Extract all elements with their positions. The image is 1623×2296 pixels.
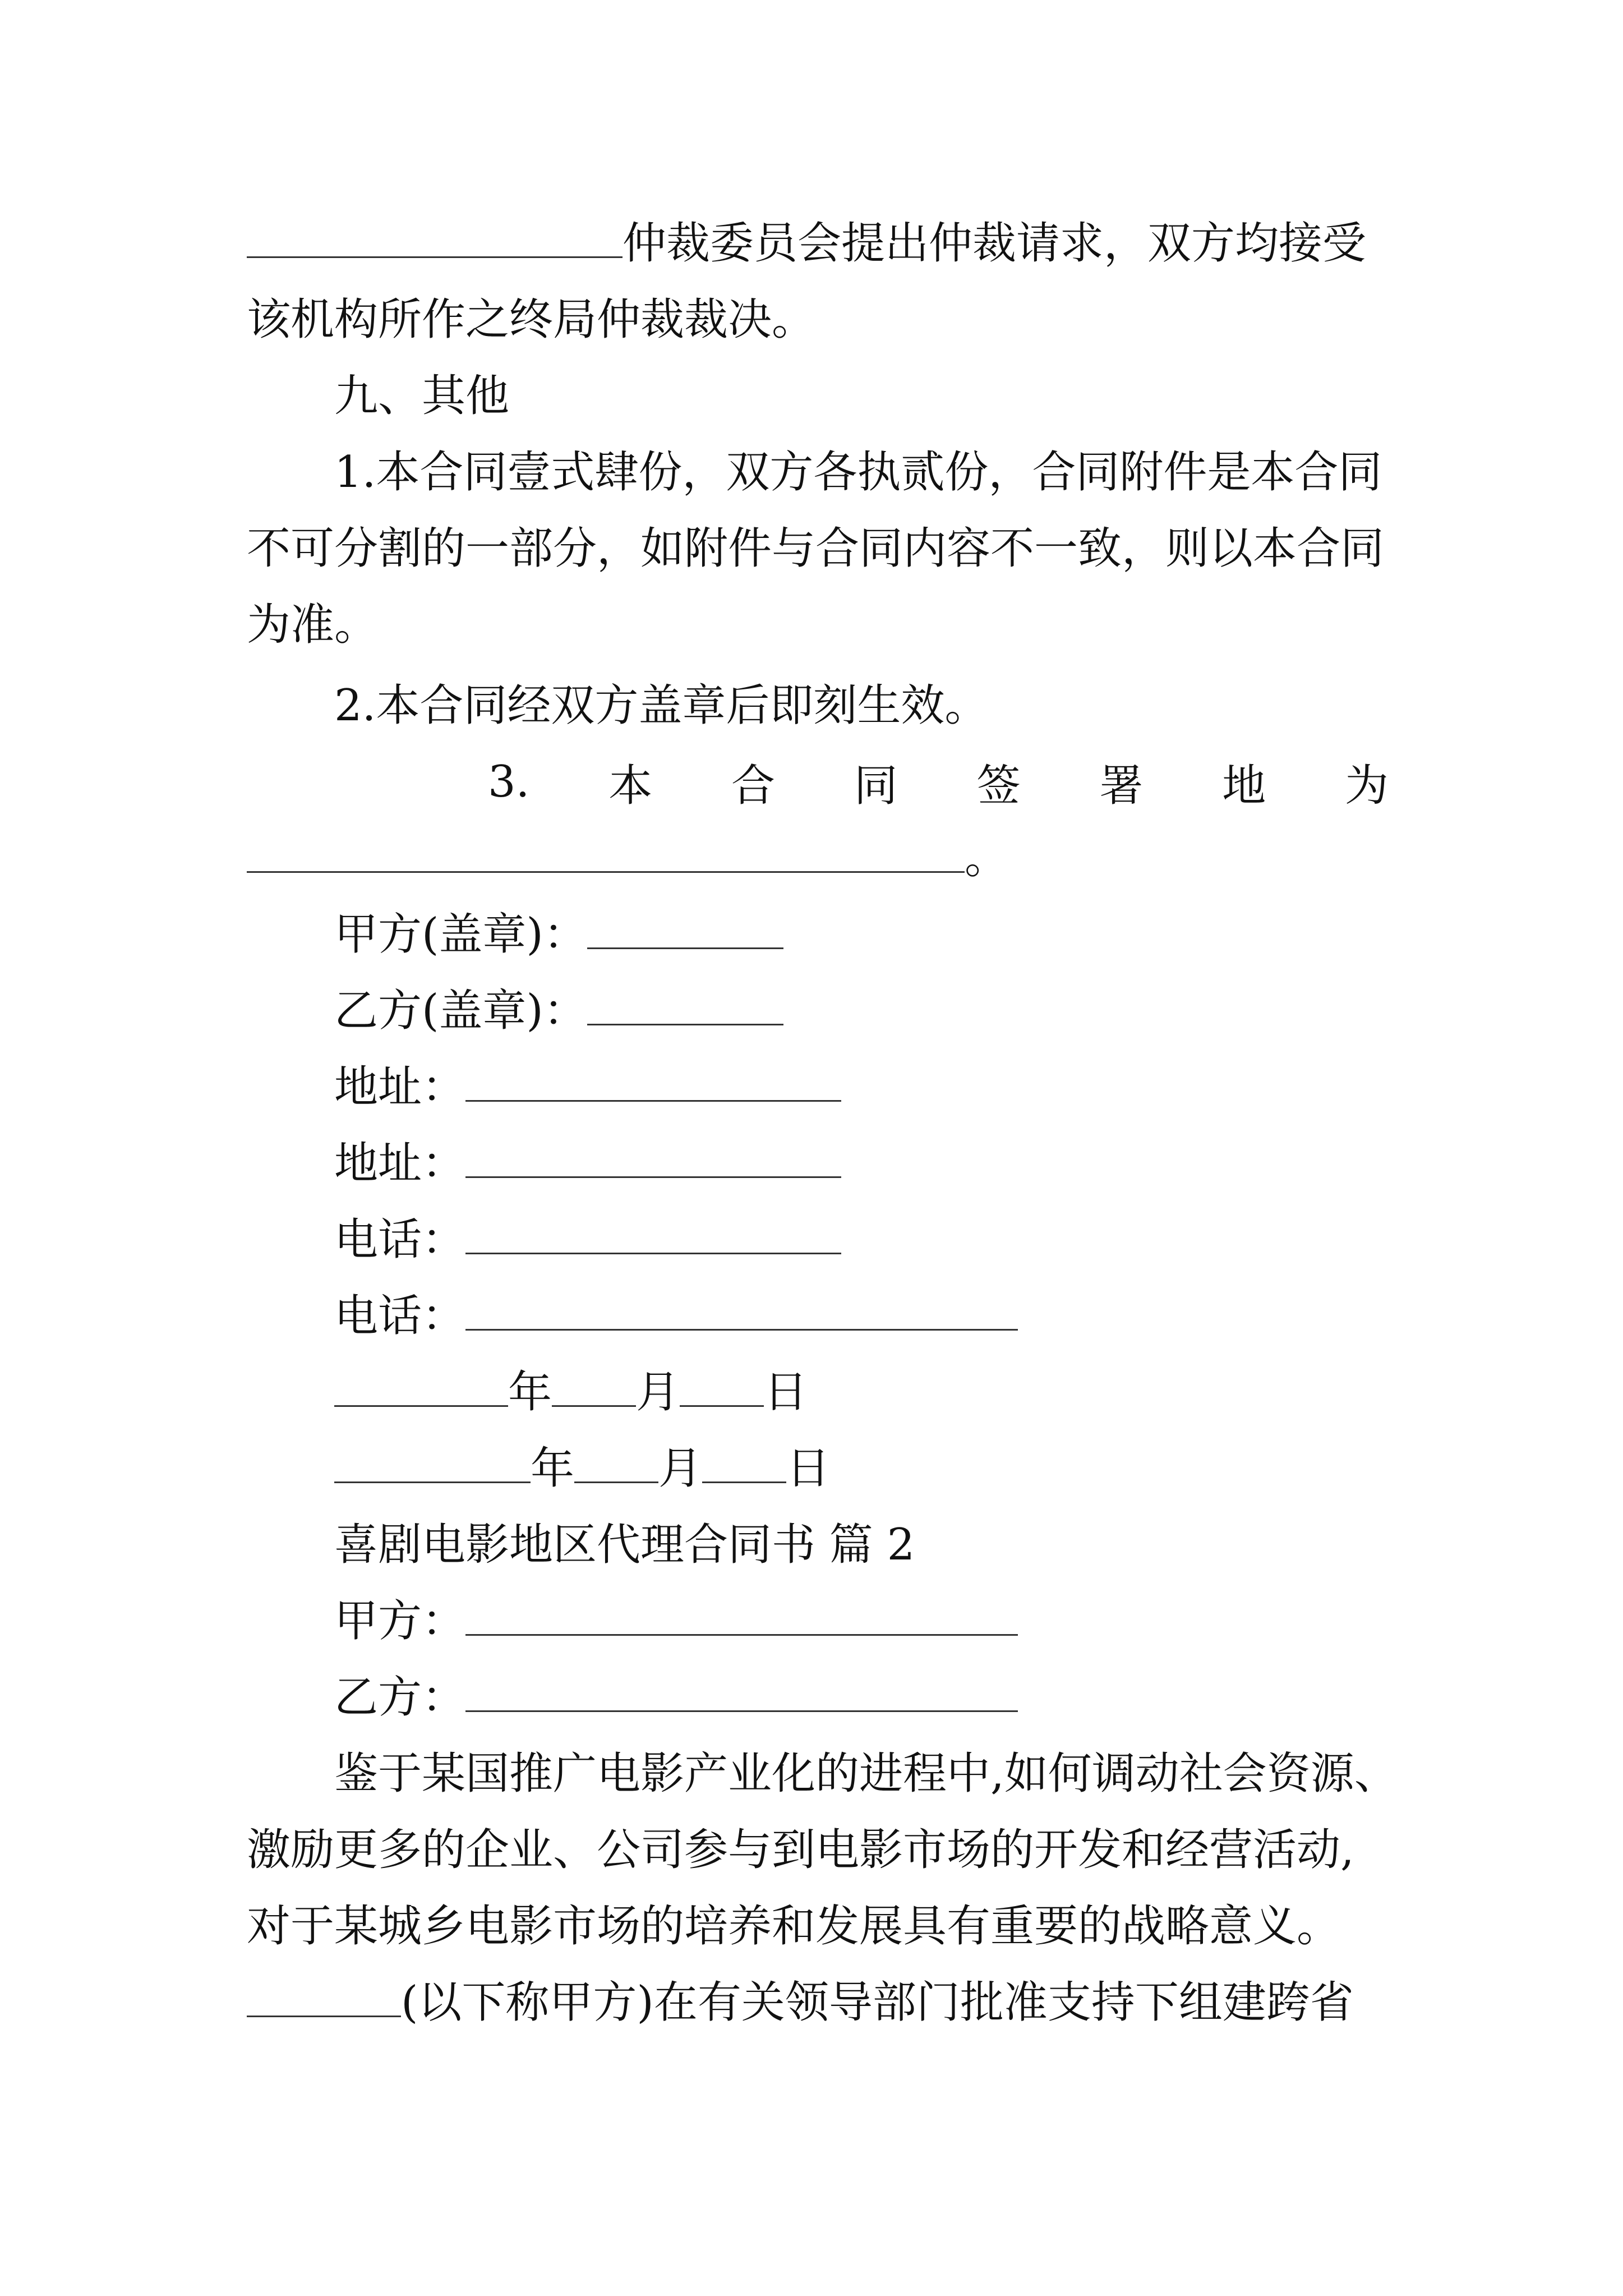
item-3-token: 本 bbox=[608, 761, 653, 811]
item-3-token: 3. bbox=[488, 757, 530, 807]
phone-line-2: 电话： bbox=[334, 1278, 1018, 1354]
blank-address-1 bbox=[465, 1060, 841, 1102]
blank-party-b-seal bbox=[587, 983, 783, 1025]
blank-phone-1 bbox=[465, 1212, 841, 1254]
paragraph-line-2: 激励更多的企业、公司参与到电影市场的开发和经营活动, bbox=[247, 1825, 1354, 1875]
blank-month-1 bbox=[552, 1365, 636, 1407]
item-3-token: 署 bbox=[1099, 761, 1144, 811]
blank-party-b bbox=[465, 1670, 1018, 1712]
date-line-2: 年 月 日 bbox=[334, 1430, 830, 1507]
date-line-1: 年 月 日 bbox=[334, 1354, 808, 1430]
blank-party-a-name bbox=[247, 1975, 401, 2017]
blank-party-a bbox=[465, 1594, 1018, 1636]
blank-year-2 bbox=[334, 1441, 531, 1483]
item-3-line-2: 。 bbox=[247, 820, 1008, 896]
item-1-line-3: 为准。 bbox=[247, 600, 379, 650]
blank-address-2 bbox=[465, 1136, 841, 1178]
address-line-2: 地址： bbox=[334, 1125, 841, 1202]
phone-line-1: 电话： bbox=[334, 1202, 841, 1278]
blank-year-1 bbox=[334, 1365, 508, 1407]
paragraph-line-4: (以下称甲方)在有关领导部门批准支持下组建跨省 bbox=[247, 1964, 1354, 2041]
item-3-token: 合 bbox=[731, 761, 776, 811]
paragraph-line-3: 对于某城乡电影市场的培养和发展具有重要的战略意义。 bbox=[247, 1901, 1341, 1952]
item-3-token: 为 bbox=[1344, 761, 1389, 811]
blank-day-2 bbox=[702, 1441, 786, 1483]
arbitration-line-2: 该机构所作之终局仲裁裁决。 bbox=[247, 295, 816, 345]
item-3-token: 地 bbox=[1222, 761, 1266, 811]
arbitration-line-1: 仲裁委员会提出仲裁请求，双方均接受 bbox=[247, 205, 1366, 282]
blank-signing-place bbox=[247, 831, 965, 873]
section-9-heading: 九、其他 bbox=[334, 371, 510, 421]
blank-day-1 bbox=[680, 1365, 764, 1407]
party-a-line: 甲方： bbox=[334, 1583, 1018, 1659]
blank-phone-2 bbox=[465, 1289, 1018, 1331]
blank-month-2 bbox=[574, 1441, 658, 1483]
item-1-line-2: 不可分割的一部分，如附件与合同内容不一致，则以本合同 bbox=[247, 523, 1385, 574]
item-2: 2.本合同经双方盖章后即刻生效。 bbox=[334, 680, 989, 731]
item-1-line-1: 1.本合同壹式肆份，双方各执贰份，合同附件是本合同 bbox=[334, 447, 1382, 498]
paragraph-line-1: 鉴于某国推广电影产业化的进程中,如何调动社会资源、 bbox=[334, 1749, 1398, 1799]
address-line-1: 地址： bbox=[334, 1049, 841, 1125]
blank-arbitration-body bbox=[247, 216, 623, 258]
item-3-token: 签 bbox=[976, 761, 1021, 811]
party-a-seal-line: 甲方(盖章)： bbox=[334, 896, 783, 973]
party-b-line: 乙方： bbox=[334, 1659, 1018, 1736]
blank-party-a-seal bbox=[587, 907, 783, 949]
party-b-seal-line: 乙方(盖章)： bbox=[334, 973, 783, 1049]
item-3-line-1 bbox=[488, 744, 1389, 820]
section-2-title: 喜剧电影地区代理合同书 篇 2 bbox=[334, 1520, 915, 1570]
item-3-token: 同 bbox=[854, 761, 898, 811]
